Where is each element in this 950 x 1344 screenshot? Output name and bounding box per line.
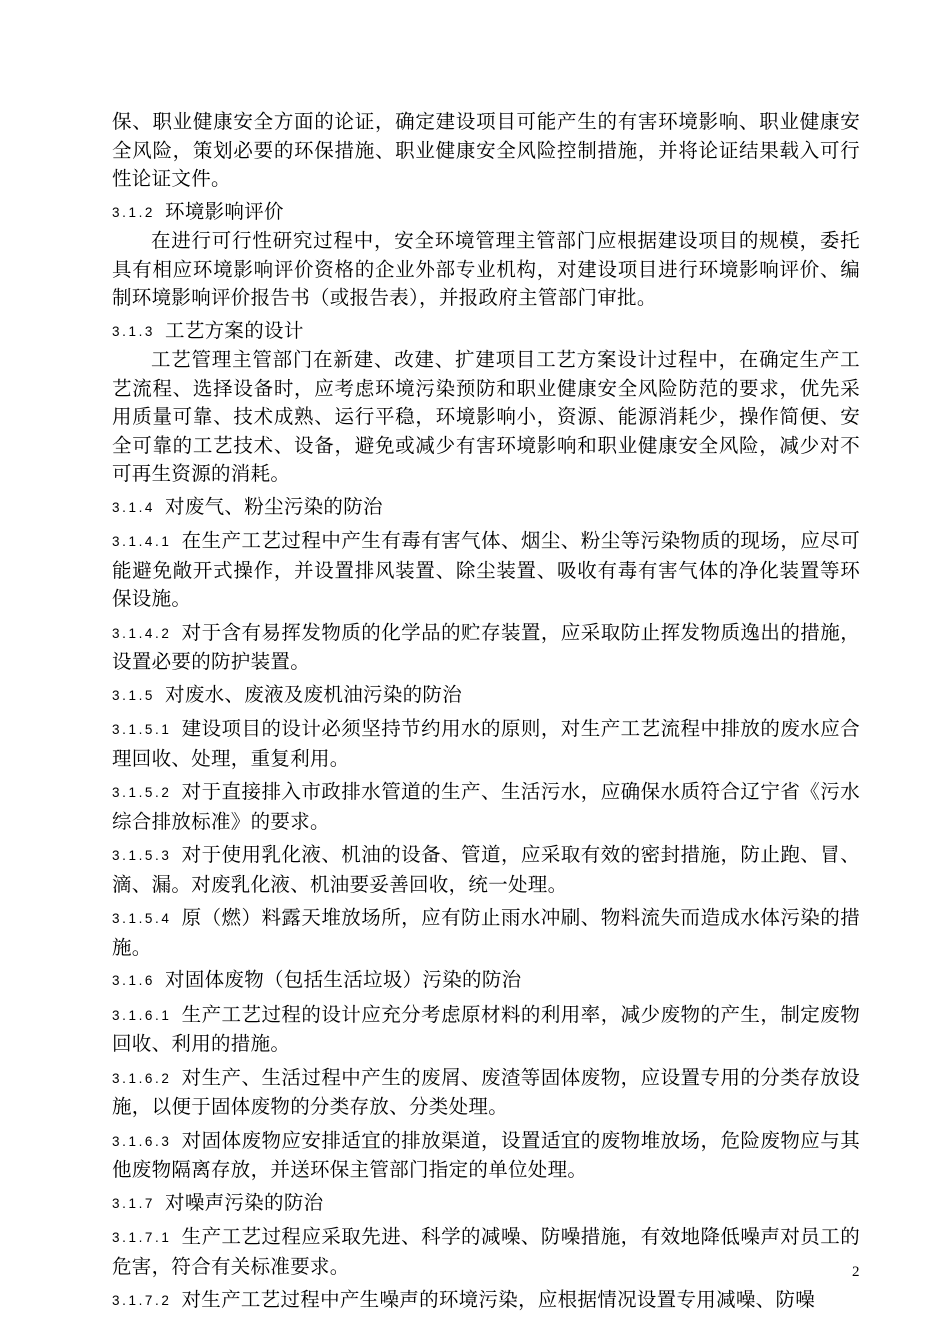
clause-number: 3.1.7.2: [112, 1293, 172, 1308]
clause-text: 对废水、废液及废机油污染的防治: [165, 682, 463, 706]
section-heading: [112, 198, 860, 228]
clause-number: 3.1.4: [112, 499, 156, 515]
clause-number: 3.1.6: [112, 973, 156, 988]
numbered-paragraph: [112, 527, 860, 614]
section-heading: [112, 317, 860, 347]
paragraph: [112, 346, 860, 489]
clause-text: 对噪声污染的防治: [165, 1190, 324, 1214]
clause-text: 建设项目的设计必须坚持节约用水的原则，对生产工艺流程中排放的废水应合理回收、处理，重复利用。: [112, 717, 860, 770]
clause-number: 3.1.6.2: [112, 1070, 172, 1086]
clause-number: 3.1.6.3: [112, 1133, 172, 1149]
clause-text: 工艺方案的设计: [165, 318, 304, 342]
clause-text: 对于使用乳化液、机油的设备、管道，应采取有效的密封措施，防止跑、冒、滴、漏。对废乳化液、机油要妥善回收，统一处理。: [112, 843, 860, 896]
clause-number: 3.1.4.1: [112, 534, 172, 549]
numbered-paragraph: [112, 1001, 860, 1059]
clause-number: 3.1.5: [112, 687, 156, 703]
numbered-paragraph: [112, 1223, 860, 1281]
clause-text: 对生产工艺过程中产生噪声的环境污染，应根据情况设置专用减噪、防噪: [181, 1288, 816, 1311]
section-heading: [112, 493, 860, 523]
numbered-paragraph: [112, 841, 860, 899]
clause-number: 3.1.5.4: [112, 911, 172, 926]
clause-text: 在生产工艺过程中产生有毒有害气体、烟尘、粉尘等污染物质的现场，应尽可能避免敞开式操作，并设置排风装置、除尘装置、吸收有毒有害气体的净化装置等环保设施。: [112, 529, 860, 610]
clause-text: 对废气、粉尘污染的防治: [165, 494, 383, 518]
page-body: [112, 108, 860, 1316]
numbered-paragraph: [112, 715, 860, 773]
clause-text: 原（燃）料露天堆放场所，应有防止雨水冲刷、物料流失而造成水体污染的措施。: [112, 906, 860, 959]
numbered-paragraph: [112, 1127, 860, 1185]
clause-text: 环境影响评价: [165, 199, 284, 223]
clause-text: 对于直接排入市政排水管道的生产、生活污水，应确保水质符合辽宁省《污水综合排放标准》的要求。: [112, 780, 860, 833]
clause-number: 3.1.6.1: [112, 1007, 172, 1023]
clause-text: 工艺管理主管部门在新建、改建、扩建项目工艺方案设计过程中，在确定生产工艺流程、选择设备时，应考虑环境污染预防和职业健康安全风险防范的要求，优先采用质量可靠、技术成熟、运行平稳，环境影响小，资源、能源消耗少，操作简便、安全可靠的工艺技术、设备，避免或减少有害环境影响和职业健康安全风险，减少对不可再生资源的消耗。: [112, 348, 860, 485]
numbered-paragraph: [112, 778, 860, 836]
clause-text: 生产工艺过程应采取先进、科学的减噪、防噪措施，有效地降低噪声对员工的危害，符合有关标准要求。: [112, 1225, 860, 1278]
clause-number: 3.1.7.1: [112, 1230, 172, 1245]
section-heading: [112, 681, 860, 711]
clause-number: 3.1.5.2: [112, 785, 172, 800]
clause-number: 3.1.2: [112, 204, 156, 220]
page-number: 2: [852, 1264, 860, 1280]
clause-text: 在进行可行性研究过程中，安全环境管理主管部门应根据建设项目的规模，委托具有相应环境影响评价资格的企业外部专业机构，对建设项目进行环境影响评价、编制环境影响评价报告书（或报告表），并报政府主管部门审批。: [112, 229, 860, 309]
clause-text: 对固体废物应安排适宜的排放渠道，设置适宜的废物堆放场，危险废物应与其他废物隔离存放，并送环保主管部门指定的单位处理。: [112, 1128, 860, 1181]
numbered-paragraph: [112, 904, 860, 962]
clause-number: 3.1.7: [112, 1195, 156, 1211]
paragraph: [112, 227, 860, 313]
clause-number: 3.1.5.3: [112, 848, 172, 863]
clause-text: 对生产、生活过程中产生的废屑、废渣等固体废物，应设置专用的分类存放设施，以便于固体废物的分类存放、分类处理。: [112, 1065, 860, 1118]
numbered-paragraph: [112, 1064, 860, 1122]
clause-text: 生产工艺过程的设计应充分考虑原材料的利用率，减少废物的产生，制定废物回收、利用的措施。: [112, 1002, 860, 1055]
clause-text: 对固体废物（包括生活垃圾）污染的防治: [165, 968, 522, 991]
clause-text: 保、职业健康安全方面的论证，确定建设项目可能产生的有害环境影响、职业健康安全风险，策划必要的环保措施、职业健康安全风险控制措施，并将论证结果载入可行性论证文件。: [112, 110, 860, 190]
clause-number: 3.1.5.1: [112, 722, 172, 737]
clause-number: 3.1.4.2: [112, 625, 172, 641]
numbered-paragraph: [112, 1286, 860, 1316]
section-heading: [112, 1189, 860, 1219]
section-heading: [112, 966, 860, 996]
paragraph: [112, 108, 860, 194]
clause-number: 3.1.3: [112, 323, 156, 339]
clause-text: 对于含有易挥发物质的化学品的贮存装置，应采取防止挥发物质逸出的措施，设置必要的防护装置。: [112, 620, 860, 673]
numbered-paragraph: [112, 619, 860, 677]
